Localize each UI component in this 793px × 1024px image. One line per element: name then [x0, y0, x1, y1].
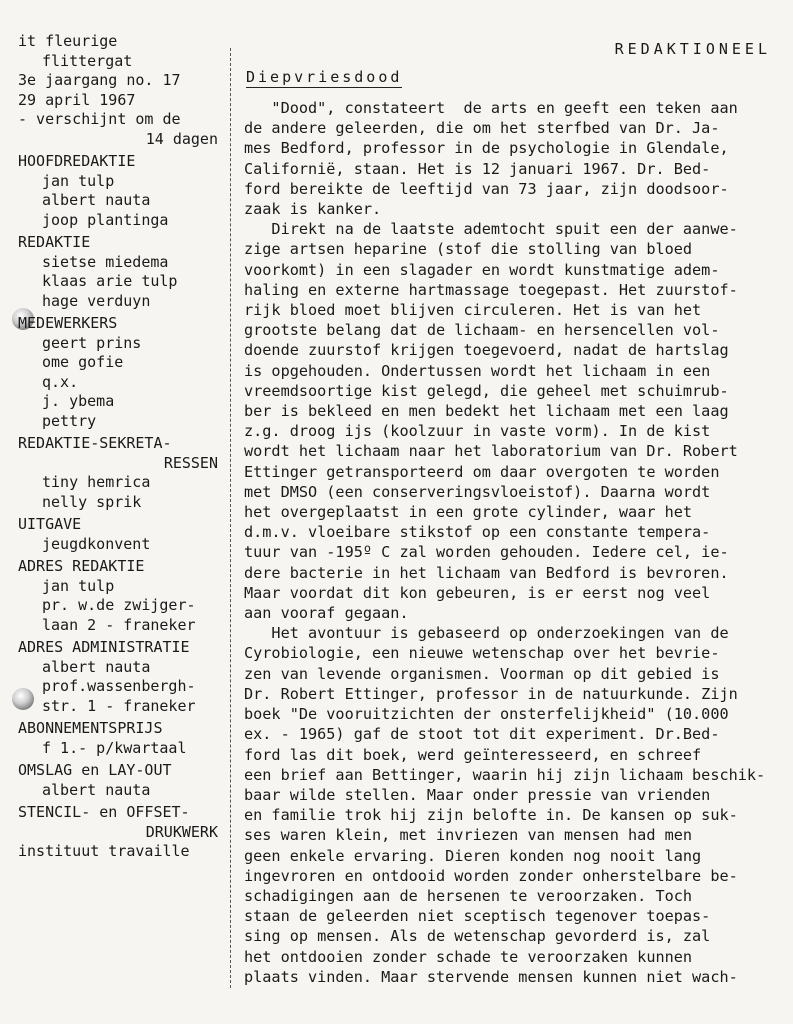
article-line: ford las dit boek, werd geïnteresseerd, en schreef [244, 745, 702, 764]
article-line: zen van levende organismen. Voorman op dit gebied is [244, 664, 720, 683]
colophon-heading: REDAKTIE [18, 233, 91, 251]
colophon-heading: ABONNEMENTSPRIJS [18, 719, 163, 737]
colophon-sidebar [18, 32, 218, 862]
article-line: grootste belang dat de lichaam- en hersencellen vol- [244, 321, 720, 340]
article-line: doende zuurstof krijgen toegevoerd, nadat de hartslag [244, 341, 729, 360]
colophon-line: it fleurige [18, 32, 118, 50]
article-line: baar wilde stellen. Maar onder pressie van vrienden [244, 785, 711, 804]
article-line: het overgeplaatst in een grote cylinder, waar het [244, 503, 693, 522]
article-line: zige artsen heparine (stof die stolling van bloed [244, 240, 693, 259]
article-line: boek "De vooruitzichten der onsterfelijkheid" (10.000 [244, 705, 729, 724]
colophon-line: albert nauta [42, 191, 151, 209]
article-line: z.g. droog ijs (koolzuur in vaste vorm). In de kist [244, 422, 711, 441]
article-line: Maar voordat dit kon gebeuren, is er eerst nog veel [244, 583, 711, 602]
column-divider [230, 48, 231, 988]
colophon-line: geert prins [42, 333, 142, 352]
colophon-heading: UITGAVE [18, 515, 82, 533]
article-line: haling en externe hartmassage toegepast. Het zuurstof- [244, 280, 738, 299]
colophon-line: - verschijnt om de [18, 110, 181, 128]
colophon-line: tiny hemrica [42, 473, 151, 491]
article-line: ford bereikte de leeftijd van 73 jaar, zijn doodsoor- [244, 179, 729, 198]
article-line: voorkomt) in een slagader en wordt kunstmatige adem- [244, 260, 720, 279]
article-line: sing op mensen. Als de wetenschap gevorderd is, zal [244, 927, 711, 946]
colophon-line: 29 april 1967 [18, 90, 136, 109]
article-line: Dr. Robert Ettinger, professor in de natuurkunde. Zijn [244, 684, 738, 703]
colophon-line: q.x. [42, 372, 79, 391]
article-line: geen enkele ervaring. Dieren konden nog nooit lang [244, 846, 702, 865]
colophon-line: jeugdkonvent [42, 534, 151, 553]
article-line: met DMSO (een conserveringsvloeistof). Daarna wordt [244, 482, 711, 501]
colophon-line: RESSEN [163, 453, 218, 472]
section-label: REDAKTIONEEL [614, 40, 771, 58]
article-line: ses waren klein, met invriezen van mensen had men [244, 826, 693, 845]
article-line: een brief aan Bettinger, waarin hij zijn lichaam beschik- [244, 765, 766, 784]
colophon-line: flittergat [42, 51, 133, 70]
colophon-line: joop plantinga [42, 210, 169, 229]
colophon-line: f 1.- p/kwartaal [42, 738, 187, 757]
article-line: ex. - 1965) gaf de stoot tot dit experiment. Dr.Bed- [244, 725, 720, 744]
article-line: is opgehouden. Ondertussen wordt het lichaam in een [244, 361, 711, 380]
article-line: Het avontuur is gebaseerd op onderzoekingen van de [244, 624, 729, 643]
article-line: Ettinger getransporteerd om daar overgoten te worden [244, 462, 720, 481]
colophon-heading: STENCIL- en OFFSET- [18, 803, 190, 821]
colophon-heading: MEDEWERKERS [18, 314, 118, 332]
colophon-line: albert nauta [42, 657, 151, 676]
colophon-line: laan 2 - franeker [42, 615, 196, 634]
colophon-line: DRUKWERK [145, 822, 218, 841]
article-line: staan de geleerden niet sceptisch tegenover toepas- [244, 907, 711, 926]
colophon-line: pr. w.de zwijger- [42, 596, 196, 614]
article-line: tuur van -195º C zal worden gehouden. Iedere cel, ie- [244, 543, 729, 562]
article-line: dere bacterie in het lichaam van Bedford is bevroren. [244, 563, 729, 582]
colophon-line: jan tulp [42, 171, 115, 190]
colophon-line: nelly sprik [42, 492, 142, 511]
article-line: plaats vinden. Maar stervende mensen kunnen niet wach- [244, 967, 738, 986]
article-body [244, 98, 789, 987]
colophon-line: j. ybema [42, 392, 115, 410]
colophon-heading: OMSLAG en LAY-OUT [18, 761, 172, 779]
colophon-line: instituut travaille [18, 842, 190, 860]
colophon-line: klaas arie tulp [42, 272, 178, 290]
colophon-line: jan tulp [42, 576, 115, 595]
article-line: ber is bekleed en men bedekt het lichaam met een laag [244, 402, 729, 421]
colophon-line: hage verduyn [42, 291, 151, 310]
article-line: Californië, staan. Het is 12 januari 1967. Dr. Bed- [244, 159, 711, 178]
colophon-line: ome gofie [42, 353, 124, 371]
article-line: Direkt na de laatste ademtocht spuit een der aanwe- [244, 220, 738, 239]
colophon-line: pettry [42, 411, 97, 430]
article-line: d.m.v. vloeibare stikstof op een constante tempera- [244, 523, 711, 542]
colophon-heading: REDAKTIE-SEKRETA- [18, 434, 172, 452]
article-line: ingevroren en ontdooid worden zonder onherstelbare be- [244, 866, 738, 885]
colophon-line: str. 1 - franeker [42, 696, 196, 715]
colophon-heading: ADRES REDAKTIE [18, 557, 145, 575]
article-line: en familie trok hij zijn belofte in. De kansen op suk- [244, 806, 738, 825]
colophon-heading: HOOFDREDAKTIE [18, 152, 136, 170]
article-line: vreemdsoortige kist gelegd, die geheel met schuimrub- [244, 381, 729, 400]
article-title: Diepvriesdood [246, 68, 403, 86]
colophon-line: prof.wassenbergh- [42, 677, 196, 695]
article-line: "Dood", constateert de arts en geeft een teken aan [244, 99, 738, 117]
article-line: schadigingen aan de hersenen te veroorzaken. Toch [244, 886, 693, 905]
article-line: zaak is kanker. [244, 200, 382, 219]
colophon-line: 14 dagen [145, 129, 218, 148]
article-line: het ontdooien zonder schade te veroorzaken kunnen [244, 947, 693, 966]
colophon-heading: ADRES ADMINISTRATIE [18, 638, 190, 656]
colophon-line: sietse miedema [42, 252, 169, 271]
article-line: Cyrobiologie, een nieuwe wetenschap over het bevrie- [244, 644, 720, 663]
article-line: aan vooraf gegaan. [244, 604, 409, 623]
article-line: de andere geleerden, die om het sterfbed van Dr. Ja- [244, 119, 720, 138]
article-line: wordt het lichaam naar het laboratorium van Dr. Robert [244, 442, 738, 461]
article-line: mes Bedford, professor in de psychologie in Glendale, [244, 139, 729, 158]
colophon-line: albert nauta [42, 780, 151, 799]
colophon-line: 3e jaargang no. 17 [18, 71, 181, 89]
article-line: rijk bloed moet blijven circuleren. Het is van het [244, 301, 702, 320]
